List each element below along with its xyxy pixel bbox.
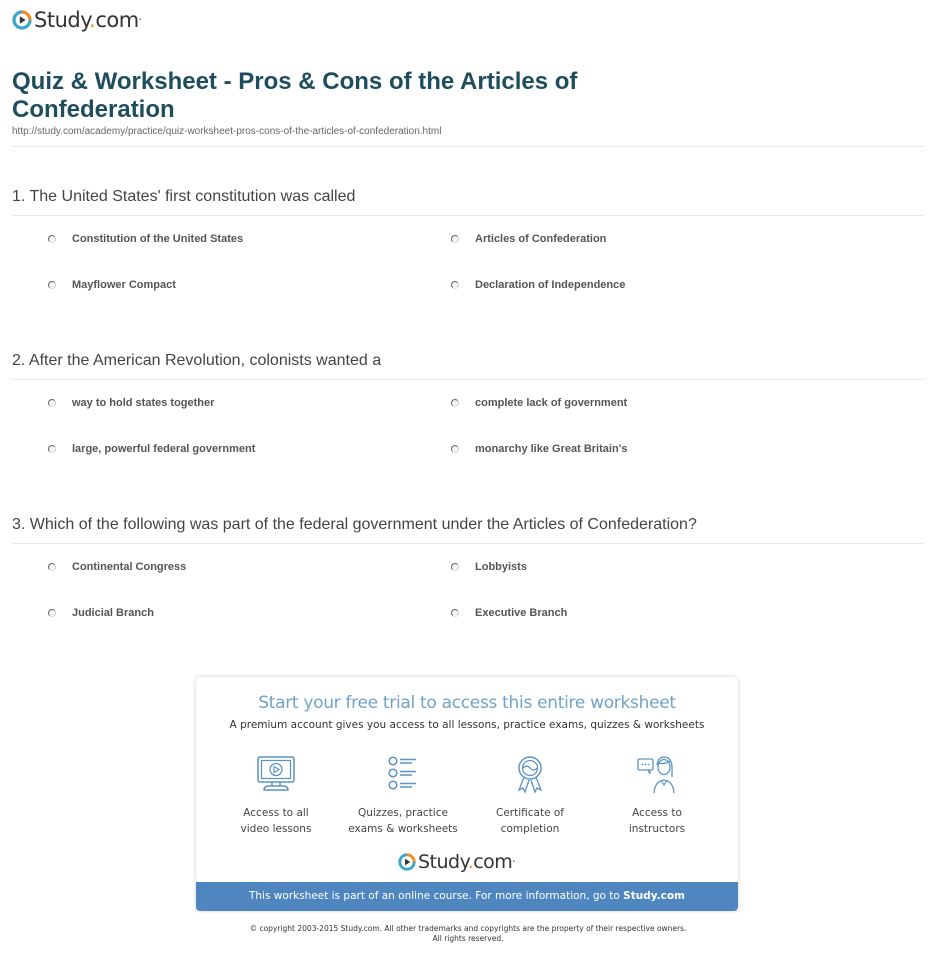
answer-option[interactable] [48, 397, 214, 409]
radio-button[interactable] [451, 235, 459, 243]
divider [12, 379, 924, 380]
radio-button[interactable] [48, 281, 56, 289]
feature-label: Certificate of completion [496, 807, 564, 835]
radio-button[interactable] [48, 563, 56, 571]
promo-title: Start your free trial to access this entire worksheet [258, 693, 676, 713]
feature-video-lessons [211, 755, 341, 837]
feature-certificate [465, 755, 595, 837]
divider [12, 215, 924, 216]
question-2 [12, 351, 924, 455]
answer-option[interactable] [48, 607, 154, 619]
free-trial-promo [196, 677, 738, 911]
option-label: complete lack of government [475, 397, 628, 409]
feature-instructors [592, 755, 722, 837]
radio-button[interactable] [48, 445, 56, 453]
answer-option[interactable] [48, 279, 176, 291]
study-logo[interactable] [12, 8, 141, 32]
divider [12, 543, 924, 544]
option-label: Judicial Branch [72, 607, 154, 619]
answer-option[interactable] [451, 279, 625, 291]
answer-option[interactable] [451, 561, 527, 573]
question-text: 3. Which of the following was part of the federal government under the Articles of Confederation? [12, 516, 697, 533]
radio-button[interactable] [48, 399, 56, 407]
study-wordmark: Study.com• [418, 851, 515, 873]
feature-label: Access to all video lessons [240, 807, 312, 835]
question-text: 2. After the American Revolution, colonists wanted a [12, 352, 382, 369]
option-label: Constitution of the United States [72, 233, 244, 245]
quiz-list-icon [382, 755, 424, 795]
play-logo-icon [398, 853, 416, 871]
copyright-line: All rights reserved. [432, 934, 504, 943]
option-label: Lobbyists [475, 561, 527, 573]
radio-button[interactable] [451, 445, 459, 453]
answer-option[interactable] [48, 561, 186, 573]
radio-button[interactable] [451, 399, 459, 407]
option-label: way to hold states together [72, 397, 215, 409]
course-info-bar [196, 882, 738, 911]
promo-subtitle: A premium account gives you access to all lessons, practice exams, quizzes & worksheets [229, 719, 705, 731]
play-logo-icon [12, 10, 32, 30]
answer-option[interactable] [451, 397, 627, 409]
answer-option[interactable] [451, 233, 606, 245]
answer-option[interactable] [48, 233, 243, 245]
option-label: Declaration of Independence [475, 279, 626, 291]
feature-label: Quizzes, practice exams & worksheets [348, 807, 458, 835]
answer-option[interactable] [451, 607, 567, 619]
feature-quizzes [338, 755, 468, 837]
option-label: Continental Congress [72, 561, 187, 573]
option-label: Mayflower Compact [72, 279, 176, 291]
answer-option[interactable] [451, 443, 627, 455]
page-title: Quiz & Worksheet - Pros & Cons of the Articles of Confederation [12, 68, 578, 123]
video-monitor-icon [255, 755, 297, 795]
question-text: 1. The United States' first constitution was called [12, 188, 356, 205]
study-logo[interactable] [398, 851, 515, 873]
question-3 [12, 515, 924, 619]
instructor-chat-icon [636, 755, 678, 795]
copyright-footer [0, 924, 936, 944]
radio-button[interactable] [48, 609, 56, 617]
option-label: monarchy like Great Britain's [475, 443, 628, 455]
course-info-text: This worksheet is part of an online course. For more information, go to [248, 890, 624, 902]
certificate-ribbon-icon [509, 755, 551, 795]
feature-label: Access to instructors [628, 807, 686, 835]
study-link[interactable]: Study.com [623, 890, 685, 902]
radio-button[interactable] [48, 235, 56, 243]
radio-button[interactable] [451, 563, 459, 571]
option-label: large, powerful federal government [72, 443, 256, 455]
page-url: http://study.com/academy/practice/quiz-worksheet-pros-cons-of-the-articles-of-confederation.html [12, 126, 442, 137]
answer-option[interactable] [48, 443, 255, 455]
divider [12, 146, 924, 147]
copyright-line: © copyright 2003-2015 Study.com. All other trademarks and copyrights are the property of their respective owners. [249, 924, 687, 933]
radio-button[interactable] [451, 609, 459, 617]
option-label: Articles of Confederation [475, 233, 607, 245]
radio-button[interactable] [451, 281, 459, 289]
option-label: Executive Branch [475, 607, 568, 619]
study-wordmark: Study.com• [34, 8, 142, 32]
question-1 [12, 187, 924, 291]
